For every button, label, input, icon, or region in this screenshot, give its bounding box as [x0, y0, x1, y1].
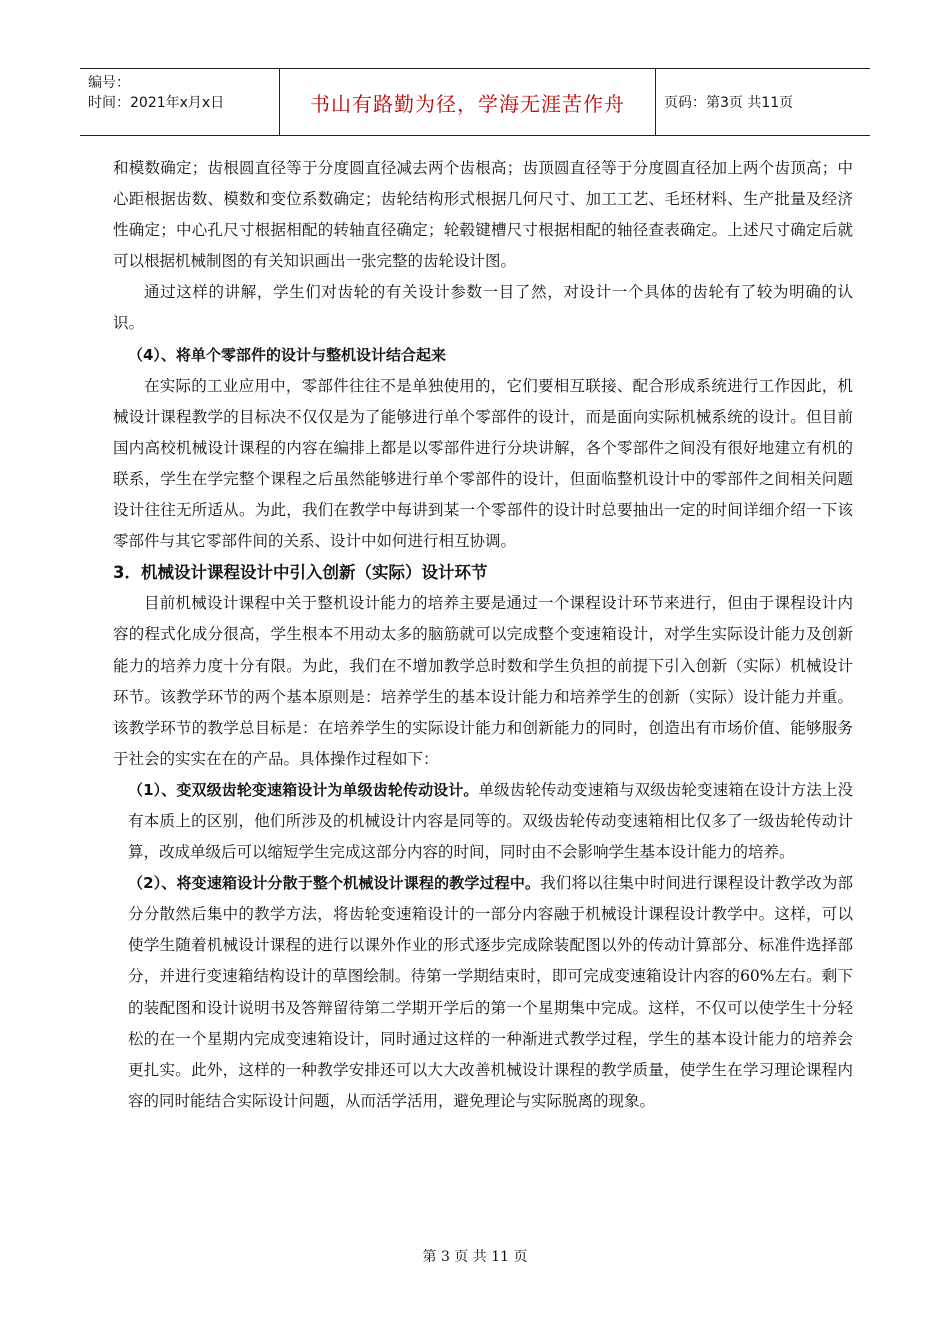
document-time-label: 时间：2021年x月x日	[88, 95, 225, 111]
header-page-code: 页码：第3页 共11页	[664, 95, 794, 111]
paragraph-gear-dimensions: 和模数确定；齿根圆直径等于分度圆直径减去两个齿根高；齿顶圆直径等于分度圆直径加上两个齿顶高；中心距根据齿数、模数和变位系数确定；齿轮结构形式根据几何尺寸、加工工艺、毛坯材料、生产批量及经济性确定；中心孔尺寸根据相配的转轴直径确定；轮毂键槽尺寸根据相配的轴径查表确定。上述尺寸确定后就可以根据机械制图的有关知识画出一张完整的齿轮设计图。	[113, 159, 853, 271]
section-heading-3: 3．机械设计课程设计中引入创新（实际）设计环节	[113, 563, 488, 583]
list-item-1	[113, 775, 853, 868]
subheading-4: （4）、将单个零部件的设计与整机设计结合起来	[128, 345, 446, 364]
paragraph-system-design: 在实际的工业应用中，零部件往往不是单独使用的，它们要相互联接、配合形成系统进行工作因此，机械设计课程教学的目标决不仅仅是为了能够进行单个零部件的设计，而是面向实际机械系统的设计。但目前国内高校机械设计课程的内容在编排上都是以零部件进行分块讲解，各个零部件之间没有很好地建立有机的联系，学生在学完整个课程之后虽然能够进行单个零部件的设计，但面临整机设计中的零部件之间相关问题设计往往无所适从。为此，我们在教学中每讲到某一个零部件的设计时总要抽出一定的时间详细介绍一下该零部件与其它零部件间的关系、设计中如何进行相互协调。	[113, 376, 853, 551]
document-body	[113, 153, 853, 1117]
list-item-1-text: 单级齿轮传动变速箱与双级齿轮变速箱在设计方法上没有本质上的区别，他们所涉及的机械设计内容是同等的。双级齿轮传动变速箱相比仅多了一级齿轮传动计算，改成单级后可以缩短学生完成这部分内容的时间，同时由不会影响学生基本设计能力的培养。	[128, 780, 853, 862]
page-footer: 第 3 页 共 11 页	[422, 1249, 528, 1265]
header-left-cell	[80, 69, 280, 135]
list-item-1-title: （1）、变双级齿轮变速箱设计为单级齿轮传动设计。	[128, 780, 479, 799]
page-header-table	[80, 68, 870, 136]
list-item-2-title: （2）、将变速箱设计分散于整个机械设计课程的教学过程中。	[128, 874, 541, 893]
list-item-2	[113, 868, 853, 1117]
list-item-2-text: 我们将以往集中时间进行课程设计教学改为部分分散然后集中的教学方法，将齿轮变速箱设计的一部分内容融于机械设计课程设计教学中。这样，可以使学生随着机械设计课程的进行以课外作业的形式逐步完成除装配图以外的传动计算部分、标准件选择部分，并进行变速箱结构设计的草图绘制。待第一学期结束时，即可完成变速箱设计内容的60%左右。剩下的装配图和设计说明书及答辩留待第二学期开学后的第一个星期集中完成。这样，不仅可以使学生十分轻松的在一个星期内完成变速箱设计，同时通过这样的一种渐进式教学过程，学生的基本设计能力的培养会更扎实。此外，这样的一种教学安排还可以大大改善机械设计课程的教学质量，使学生在学习理论课程内容的同时能结合实际设计问题，从而活学活用，避免理论与实际脱离的现象。	[128, 874, 853, 1110]
paragraph-gear-summary: 通过这样的讲解，学生们对齿轮的有关设计参数一目了然，对设计一个具体的齿轮有了较为明确的认识。	[113, 283, 853, 333]
document-number-label: 编号：	[88, 75, 130, 91]
paragraph-course-design: 目前机械设计课程中关于整机设计能力的培养主要是通过一个课程设计环节来进行，但由于课程设计内容的程式化成分很高，学生根本不用动太多的脑筋就可以完成整个变速箱设计，对学生实际设计能力及创新能力的培养力度十分有限。为此，我们在不增加教学总时数和学生负担的前提下引入创新（实际）机械设计环节。该教学环节的两个基本原则是：培养学生的基本设计能力和培养学生的创新（实际）设计能力并重。该教学环节的教学总目标是：在培养学生的实际设计能力和创新能力的同时，创造出有市场价值、能够服务于社会的实实在在的产品。具体操作过程如下：	[113, 594, 853, 768]
header-motto: 书山有路勤为径，学海无涯苦作舟	[280, 69, 656, 135]
